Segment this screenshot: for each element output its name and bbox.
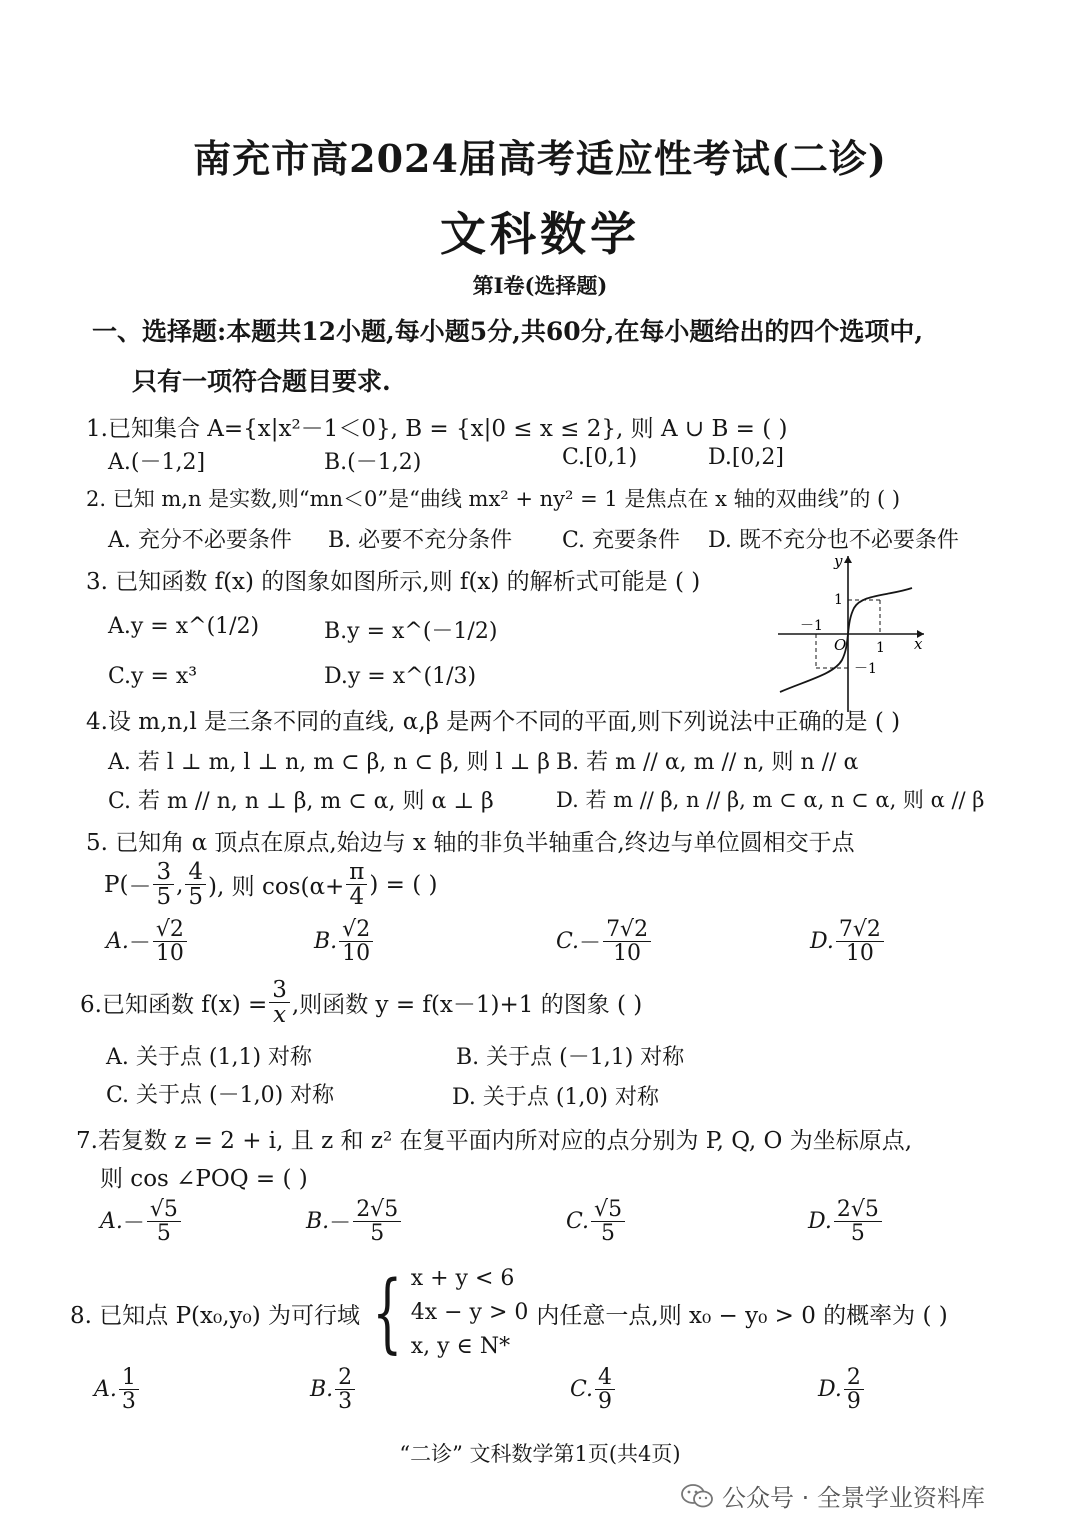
- q8-system-line-1: x + y < 6: [410, 1266, 515, 1291]
- q7d-fraction: [834, 1198, 882, 1245]
- q7c-fraction: [591, 1198, 625, 1245]
- graph-tick-x1: 1: [876, 640, 885, 656]
- q5d-num: 7√2: [836, 918, 884, 942]
- q6-suffix: ,则函数 y = f(x－1)+1 的图象 ( ): [291, 992, 643, 1019]
- q5a-label: A.: [106, 929, 129, 955]
- question-5-option-d: [810, 918, 886, 965]
- question-3-option-c: C.y = x³: [108, 664, 198, 689]
- question-1-option-c: C.[0,1): [562, 445, 638, 470]
- question-8-option-c: [570, 1366, 617, 1413]
- subject-title: 文科数学: [440, 207, 640, 261]
- q5b-fraction: [339, 918, 373, 965]
- question-3-stem: 3. 已知函数 f(x) 的图象如图所示,则 f(x) 的解析式可能是 ( ): [86, 569, 701, 595]
- q7b-den: 5: [370, 1221, 385, 1247]
- q5c-den: 10: [613, 941, 642, 967]
- exam-title: 南充市高2024届高考适应性考试(二诊): [193, 136, 887, 181]
- q5-px-fraction: [153, 860, 174, 909]
- question-6-stem: [80, 978, 642, 1027]
- question-7-stem: 7.若复数 z = 2 + i, 且 z 和 z² 在复平面内所对应的点分别为 P, Q, O 为坐标原点,: [76, 1128, 913, 1154]
- q5-point-prefix: P(: [104, 871, 129, 898]
- q8d-fraction: [844, 1366, 864, 1413]
- q7d-num: 2√5: [834, 1198, 882, 1222]
- q5-py-den: 5: [188, 884, 204, 911]
- q7d-label: D.: [808, 1209, 832, 1235]
- question-7-option-b: [306, 1198, 403, 1245]
- question-8-option-b: [310, 1366, 357, 1413]
- question-5-option-a: [106, 918, 189, 965]
- question-2-option-b: B. 必要不充分条件: [328, 528, 513, 553]
- q5-cos-text: ), 则 cos(α+: [208, 874, 345, 901]
- q7b-label: B.: [306, 1209, 330, 1235]
- q7a-label: A.: [100, 1209, 123, 1235]
- q7b-num: 2√5: [353, 1198, 401, 1222]
- question-4-option-d: D. 若 m // β, n // β, m ⊂ α, n ⊂ α, 则 α // β: [556, 788, 985, 812]
- q8b-label: B.: [310, 1377, 334, 1403]
- question-5-stem: 5. 已知角 α 顶点在原点,始边与 x 轴的非负半轴重合,终边与单位圆相交于点: [86, 830, 855, 856]
- q8-suffix: 内任意一点,则 x₀ − y₀ > 0 的概率为 ( ): [536, 1302, 948, 1329]
- question-3-option-a: A.y = x^(1/2): [108, 614, 260, 639]
- q5a-num: √2: [153, 918, 187, 942]
- q5-px-den: 5: [156, 884, 172, 911]
- q5-pi-fraction: [346, 860, 367, 909]
- graph-tick-yneg1: －1: [854, 661, 877, 677]
- q7b-fraction: [353, 1198, 401, 1245]
- question-5-option-b: [314, 918, 375, 965]
- question-6-option-a: A. 关于点 (1,1) 对称: [106, 1045, 313, 1070]
- question-1-stem: 1.已知集合 A={x|x²－1＜0}, B = {x|0 ≤ x ≤ 2}, 则 A ∪ B = ( ): [86, 416, 788, 442]
- q5-px-num: 3: [153, 860, 174, 885]
- page-footer: “二诊” 文科数学第1页(共4页): [399, 1442, 681, 1466]
- question-1-option-d: D.[0,2]: [708, 445, 785, 470]
- question-6-option-b: B. 关于点 (－1,1) 对称: [456, 1045, 685, 1070]
- question-6-option-c: C. 关于点 (－1,0) 对称: [106, 1083, 335, 1108]
- question-8-option-d: [818, 1366, 866, 1413]
- q5-px-sign: －: [128, 874, 152, 901]
- question-6-option-d: D. 关于点 (1,0) 对称: [452, 1085, 659, 1110]
- wechat-icon: [680, 1482, 714, 1510]
- question-4-option-a: A. 若 l ⊥ m, l ⊥ n, m ⊂ β, n ⊂ β, 则 l ⊥ β: [108, 750, 550, 775]
- graph-tick-xneg1: －1: [800, 618, 823, 634]
- q5d-label: D.: [810, 929, 834, 955]
- question-4-option-c: C. 若 m // n, n ⊥ β, m ⊂ α, 则 α ⊥ β: [108, 789, 494, 814]
- q6-num: 3: [269, 978, 290, 1003]
- q5a-fraction: [153, 918, 187, 965]
- question-7-stem-line2: 则 cos ∠POQ = ( ): [100, 1166, 308, 1192]
- q8a-fraction: [119, 1366, 139, 1413]
- question-7-option-c: [566, 1198, 627, 1245]
- question-2-option-c: C. 充要条件: [562, 528, 681, 553]
- q8b-den: 3: [338, 1389, 353, 1415]
- q5d-fraction: [836, 918, 884, 965]
- q5b-label: B.: [314, 929, 338, 955]
- q8c-den: 9: [598, 1389, 613, 1415]
- q5-end-text: ) = ( ): [369, 871, 438, 898]
- q8-prefix: 8. 已知点 P(x₀,y₀) 为可行域: [70, 1302, 361, 1329]
- q5c-fraction: [603, 918, 651, 965]
- q8b-fraction: [335, 1366, 355, 1413]
- q5-py-num: 4: [185, 860, 206, 885]
- q5-pi-den: 4: [349, 884, 365, 911]
- q5c-label: C.: [556, 929, 580, 955]
- q7c-label: C.: [566, 1209, 590, 1235]
- q6-den: x: [273, 1002, 287, 1029]
- q5-comma: ,: [176, 871, 184, 898]
- section-heading-cont: 只有一项符合题目要求.: [132, 367, 391, 396]
- question-4-option-b: B. 若 m // α, m // n, 则 n // α: [556, 750, 859, 775]
- q5d-den: 10: [845, 941, 874, 967]
- q7a-num: √5: [147, 1198, 181, 1222]
- q8-system-line-2: 4x − y > 0: [410, 1300, 529, 1325]
- watermark-text: 公众号 · 全景学业资料库: [722, 1484, 985, 1512]
- q7a-sign: －: [122, 1211, 145, 1237]
- question-7-option-a: [100, 1198, 183, 1245]
- question-3-option-b: B.y = x^(－1/2): [324, 619, 498, 644]
- graph-tick-y1: 1: [834, 592, 843, 608]
- question-2-stem: 2. 已知 m,n 是实数,则“mn＜0”是“曲线 mx² + ny² = 1 是焦点在 x 轴的双曲线”的 ( ): [86, 487, 901, 511]
- question-3-option-d: D.y = x^(1/3): [324, 664, 477, 689]
- graph-origin-label: O: [834, 636, 847, 654]
- volume-label: 第I卷(选择题): [472, 273, 608, 298]
- q5b-den: 10: [342, 941, 371, 967]
- q8c-label: C.: [570, 1377, 594, 1403]
- q8-system-lines: [411, 1262, 529, 1364]
- q7c-den: 5: [601, 1221, 616, 1247]
- q8-inequality-system: [360, 1262, 528, 1364]
- q5-py-fraction: [185, 860, 206, 909]
- q8-brace: {: [372, 1263, 403, 1363]
- y-axis-arrow: [844, 556, 852, 563]
- q5c-num: 7√2: [603, 918, 651, 942]
- q8a-den: 3: [121, 1389, 136, 1415]
- q5b-num: √2: [339, 918, 373, 942]
- q8d-num: 2: [844, 1366, 864, 1390]
- watermark: [680, 1478, 985, 1513]
- question-2-option-d: D. 既不充分也不必要条件: [708, 528, 959, 553]
- question-3-graph: [778, 552, 928, 712]
- q8a-num: 1: [119, 1366, 139, 1390]
- q7a-fraction: [147, 1198, 181, 1245]
- q5c-sign: －: [579, 931, 602, 957]
- question-1-option-b: B.(－1,2): [324, 450, 422, 475]
- question-7-option-d: [808, 1198, 884, 1245]
- q6-fraction: [269, 978, 290, 1027]
- q8c-fraction: [595, 1366, 615, 1413]
- q7d-den: 5: [850, 1221, 865, 1247]
- q7c-num: √5: [591, 1198, 625, 1222]
- q8d-label: D.: [818, 1377, 842, 1403]
- question-5-stem-line2: [104, 860, 438, 909]
- q5a-sign: －: [128, 931, 151, 957]
- q7b-sign: －: [329, 1211, 352, 1237]
- q8a-label: A.: [94, 1377, 117, 1403]
- question-4-stem: 4.设 m,n,l 是三条不同的直线, α,β 是两个不同的平面,则下列说法中正确的是 ( ): [86, 709, 901, 735]
- question-5-option-c: [556, 918, 653, 965]
- question-8-stem: [70, 1262, 948, 1364]
- q5a-den: 10: [155, 941, 184, 967]
- q8b-num: 2: [335, 1366, 355, 1390]
- q7a-den: 5: [156, 1221, 171, 1247]
- q8d-den: 9: [846, 1389, 861, 1415]
- question-1-option-a: A.(－1,2]: [108, 450, 206, 475]
- graph-x-label: x: [914, 635, 923, 653]
- question-2-option-a: A. 充分不必要条件: [108, 528, 292, 553]
- question-8-option-a: [94, 1366, 141, 1413]
- q8-system-line-3: x, y ∈ N*: [410, 1334, 511, 1359]
- graph-y-label: y: [834, 552, 843, 570]
- section-heading: 一、选择题:本题共12小题,每小题5分,共60分,在每小题给出的四个选项中,: [92, 317, 924, 346]
- q8c-num: 4: [595, 1366, 615, 1390]
- q5-pi-num: π: [346, 860, 367, 885]
- q6-prefix: 6.已知函数 f(x) =: [80, 992, 268, 1019]
